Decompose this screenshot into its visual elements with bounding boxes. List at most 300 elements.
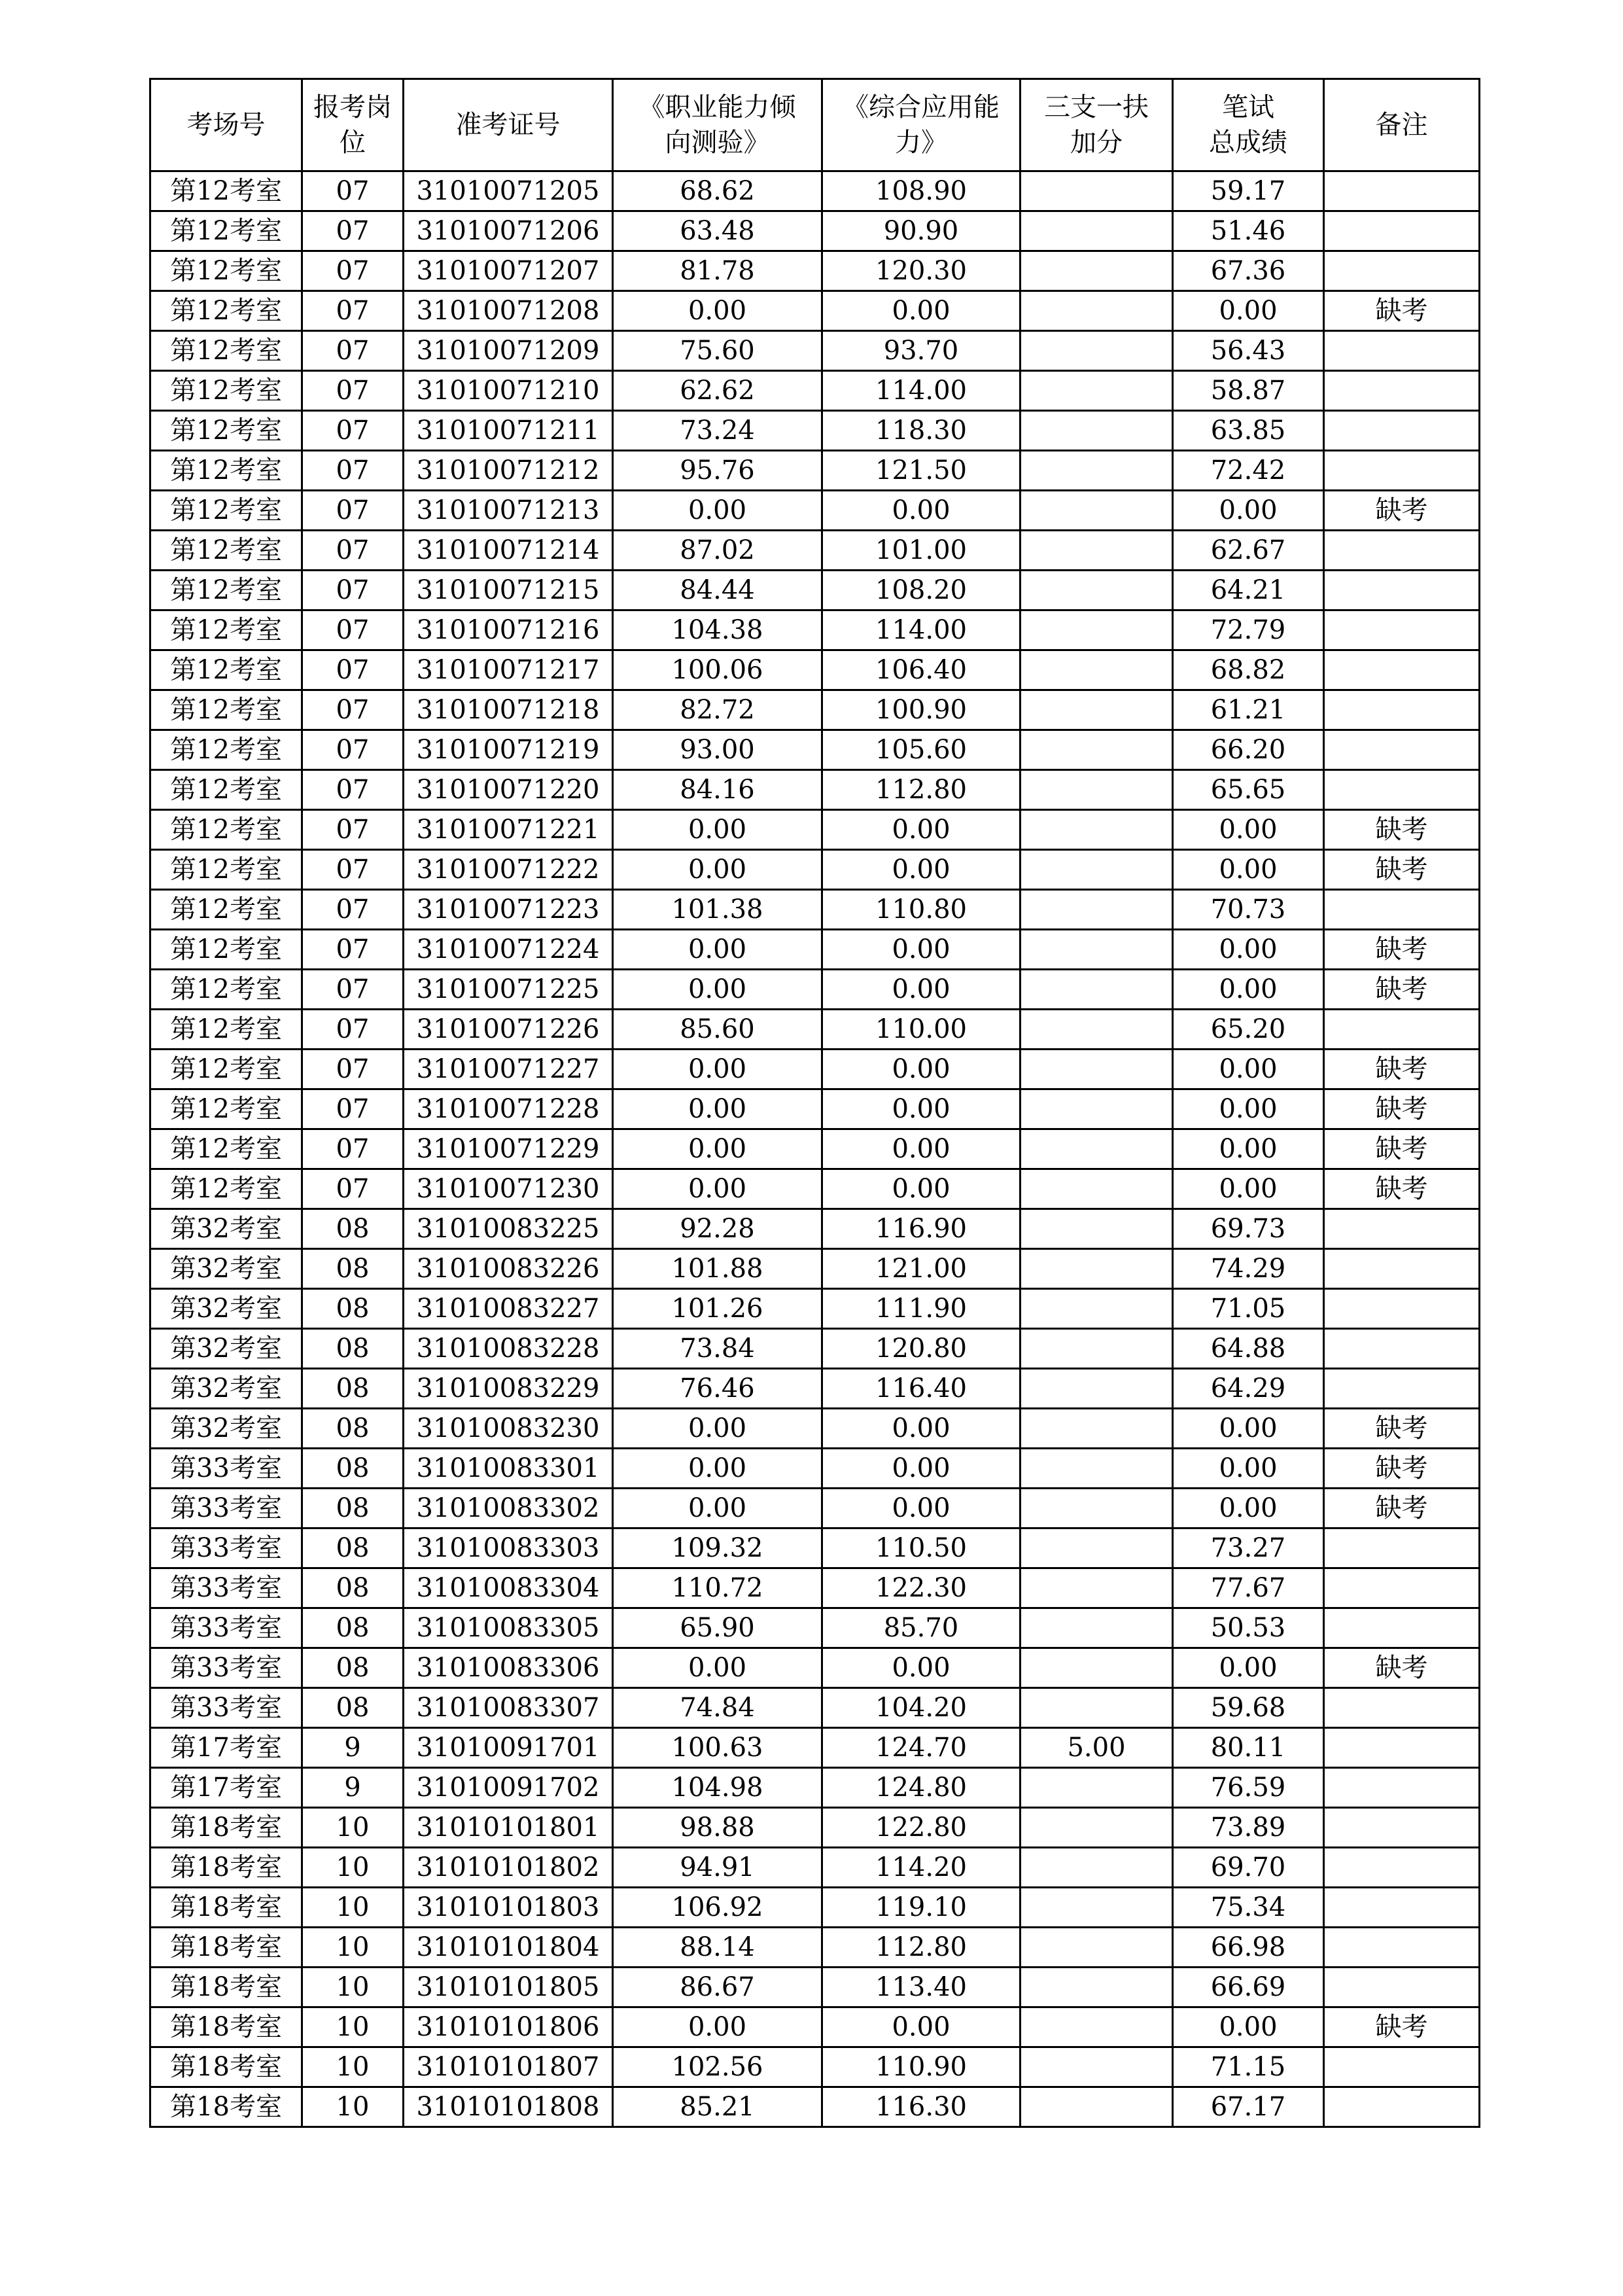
position-cell: 10 <box>302 1968 404 2007</box>
remark-cell <box>1324 411 1480 451</box>
position-cell: 07 <box>302 371 404 411</box>
table-row <box>150 850 1480 890</box>
position-cell: 10 <box>302 1848 404 1888</box>
aptitude-score-cell: 93.00 <box>613 730 822 770</box>
exam-room-cell: 第12考室 <box>150 850 302 890</box>
total-score-cell: 64.21 <box>1173 571 1324 610</box>
aptitude-score-cell: 109.32 <box>613 1528 822 1568</box>
exam-room-cell: 第33考室 <box>150 1688 302 1728</box>
table-row <box>150 1688 1480 1728</box>
position-cell: 07 <box>302 970 404 1010</box>
aptitude-score-cell: 0.00 <box>613 1409 822 1449</box>
bonus-cell <box>1021 810 1173 850</box>
aptitude-score-cell: 0.00 <box>613 1089 822 1129</box>
remark-cell: 缺考 <box>1324 970 1480 1010</box>
position-cell: 07 <box>302 1169 404 1209</box>
ticket-number-cell: 31010101803 <box>404 1888 613 1928</box>
ticket-number-cell: 31010101806 <box>404 2007 613 2047</box>
aptitude-score-cell: 0.00 <box>613 491 822 531</box>
bonus-cell <box>1021 211 1173 251</box>
total-score-cell: 73.89 <box>1173 1808 1324 1848</box>
header-position: 报考岗 位 <box>302 79 404 171</box>
position-cell: 08 <box>302 1249 404 1289</box>
remark-cell <box>1324 1568 1480 1608</box>
bonus-cell <box>1021 331 1173 371</box>
position-cell: 10 <box>302 2087 404 2127</box>
exam-room-cell: 第33考室 <box>150 1568 302 1608</box>
ticket-number-cell: 31010091702 <box>404 1768 613 1808</box>
total-score-cell: 61.21 <box>1173 690 1324 730</box>
remark-cell <box>1324 531 1480 571</box>
ticket-number-cell: 31010083229 <box>404 1369 613 1409</box>
exam-room-cell: 第18考室 <box>150 2087 302 2127</box>
remark-cell <box>1324 1010 1480 1050</box>
table-row <box>150 1209 1480 1249</box>
aptitude-score-cell: 74.84 <box>613 1688 822 1728</box>
position-cell: 07 <box>302 251 404 291</box>
exam-room-cell: 第33考室 <box>150 1449 302 1489</box>
total-score-cell: 71.15 <box>1173 2047 1324 2087</box>
remark-cell <box>1324 650 1480 690</box>
total-score-cell: 64.29 <box>1173 1369 1324 1409</box>
aptitude-score-cell: 106.92 <box>613 1888 822 1928</box>
ticket-number-cell: 31010101805 <box>404 1968 613 2007</box>
applied-score-cell: 120.80 <box>822 1329 1021 1369</box>
bonus-cell <box>1021 1568 1173 1608</box>
table-row <box>150 331 1480 371</box>
total-score-cell: 0.00 <box>1173 1648 1324 1688</box>
applied-score-cell: 0.00 <box>822 1129 1021 1169</box>
exam-room-cell: 第33考室 <box>150 1489 302 1528</box>
position-cell: 10 <box>302 1808 404 1848</box>
table-row <box>150 1249 1480 1289</box>
remark-cell <box>1324 1728 1480 1768</box>
exam-room-cell: 第12考室 <box>150 770 302 810</box>
position-cell: 08 <box>302 1608 404 1648</box>
position-cell: 10 <box>302 1928 404 1968</box>
table-row <box>150 2087 1480 2127</box>
table-row <box>150 770 1480 810</box>
total-score-cell: 0.00 <box>1173 291 1324 331</box>
total-score-cell: 65.20 <box>1173 1010 1324 1050</box>
remark-cell: 缺考 <box>1324 1169 1480 1209</box>
total-score-cell: 66.69 <box>1173 1968 1324 2007</box>
table-row <box>150 1089 1480 1129</box>
aptitude-score-cell: 81.78 <box>613 251 822 291</box>
table-row <box>150 1968 1480 2007</box>
ticket-number-cell: 31010083301 <box>404 1449 613 1489</box>
total-score-cell: 0.00 <box>1173 1449 1324 1489</box>
remark-cell <box>1324 2087 1480 2127</box>
bonus-cell <box>1021 1888 1173 1928</box>
total-score-cell: 72.42 <box>1173 451 1324 491</box>
remark-cell <box>1324 571 1480 610</box>
exam-room-cell: 第12考室 <box>150 371 302 411</box>
table-row <box>150 251 1480 291</box>
aptitude-score-cell: 101.26 <box>613 1289 822 1329</box>
remark-cell: 缺考 <box>1324 930 1480 970</box>
total-score-cell: 0.00 <box>1173 1089 1324 1129</box>
remark-cell <box>1324 211 1480 251</box>
remark-cell <box>1324 171 1480 211</box>
remark-cell <box>1324 770 1480 810</box>
remark-cell <box>1324 1848 1480 1888</box>
applied-score-cell: 85.70 <box>822 1608 1021 1648</box>
applied-score-cell: 0.00 <box>822 930 1021 970</box>
remark-cell <box>1324 1888 1480 1928</box>
position-cell: 07 <box>302 770 404 810</box>
bonus-cell <box>1021 2047 1173 2087</box>
table-row <box>150 1808 1480 1848</box>
position-cell: 08 <box>302 1489 404 1528</box>
exam-room-cell: 第12考室 <box>150 810 302 850</box>
applied-score-cell: 0.00 <box>822 1089 1021 1129</box>
bonus-cell <box>1021 1968 1173 2007</box>
aptitude-score-cell: 65.90 <box>613 1608 822 1648</box>
remark-cell <box>1324 1768 1480 1808</box>
applied-score-cell: 0.00 <box>822 1409 1021 1449</box>
exam-room-cell: 第12考室 <box>150 291 302 331</box>
applied-score-cell: 112.80 <box>822 770 1021 810</box>
bonus-cell <box>1021 1050 1173 1089</box>
position-cell: 07 <box>302 331 404 371</box>
position-cell: 08 <box>302 1289 404 1329</box>
table-row <box>150 1728 1480 1768</box>
applied-score-cell: 124.80 <box>822 1768 1021 1808</box>
applied-score-cell: 0.00 <box>822 1449 1021 1489</box>
position-cell: 07 <box>302 531 404 571</box>
exam-room-cell: 第32考室 <box>150 1409 302 1449</box>
applied-score-cell: 0.00 <box>822 1489 1021 1528</box>
bonus-cell <box>1021 2087 1173 2127</box>
remark-cell: 缺考 <box>1324 491 1480 531</box>
position-cell: 10 <box>302 2007 404 2047</box>
remark-cell <box>1324 1249 1480 1289</box>
applied-score-cell: 108.90 <box>822 171 1021 211</box>
position-cell: 07 <box>302 890 404 930</box>
total-score-cell: 68.82 <box>1173 650 1324 690</box>
position-cell: 07 <box>302 411 404 451</box>
table-row <box>150 1648 1480 1688</box>
ticket-number-cell: 31010071210 <box>404 371 613 411</box>
position-cell: 07 <box>302 930 404 970</box>
bonus-cell <box>1021 690 1173 730</box>
position-cell: 07 <box>302 690 404 730</box>
remark-cell: 缺考 <box>1324 1089 1480 1129</box>
exam-room-cell: 第12考室 <box>150 650 302 690</box>
aptitude-score-cell: 85.60 <box>613 1010 822 1050</box>
aptitude-score-cell: 94.91 <box>613 1848 822 1888</box>
ticket-number-cell: 31010071208 <box>404 291 613 331</box>
exam-room-cell: 第32考室 <box>150 1209 302 1249</box>
header-bonus-points: 三支一扶 加分 <box>1021 79 1173 171</box>
bonus-cell <box>1021 1768 1173 1808</box>
total-score-cell: 70.73 <box>1173 890 1324 930</box>
total-score-cell: 67.17 <box>1173 2087 1324 2127</box>
aptitude-score-cell: 0.00 <box>613 2007 822 2047</box>
remark-cell <box>1324 1688 1480 1728</box>
bonus-cell <box>1021 1089 1173 1129</box>
bonus-cell <box>1021 411 1173 451</box>
remark-cell <box>1324 1928 1480 1968</box>
position-cell: 07 <box>302 1089 404 1129</box>
bonus-cell <box>1021 1010 1173 1050</box>
table-row <box>150 2007 1480 2047</box>
exam-room-cell: 第18考室 <box>150 2047 302 2087</box>
table-row <box>150 571 1480 610</box>
ticket-number-cell: 31010083303 <box>404 1528 613 1568</box>
exam-room-cell: 第18考室 <box>150 1928 302 1968</box>
table-row <box>150 1409 1480 1449</box>
ticket-number-cell: 31010071221 <box>404 810 613 850</box>
table-row <box>150 1369 1480 1409</box>
ticket-number-cell: 31010071218 <box>404 690 613 730</box>
table-row <box>150 291 1480 331</box>
exam-room-cell: 第12考室 <box>150 730 302 770</box>
table-row <box>150 451 1480 491</box>
remark-cell: 缺考 <box>1324 2007 1480 2047</box>
position-cell: 10 <box>302 2047 404 2087</box>
exam-room-cell: 第18考室 <box>150 1848 302 1888</box>
position-cell: 08 <box>302 1568 404 1608</box>
ticket-number-cell: 31010071219 <box>404 730 613 770</box>
exam-room-cell: 第12考室 <box>150 690 302 730</box>
bonus-cell <box>1021 770 1173 810</box>
total-score-cell: 59.17 <box>1173 171 1324 211</box>
total-score-cell: 63.85 <box>1173 411 1324 451</box>
position-cell: 07 <box>302 850 404 890</box>
total-score-cell: 0.00 <box>1173 1409 1324 1449</box>
remark-cell: 缺考 <box>1324 1129 1480 1169</box>
aptitude-score-cell: 98.88 <box>613 1808 822 1848</box>
aptitude-score-cell: 75.60 <box>613 331 822 371</box>
table-row <box>150 610 1480 650</box>
position-cell: 07 <box>302 1050 404 1089</box>
bonus-cell <box>1021 1808 1173 1848</box>
remark-cell <box>1324 1329 1480 1369</box>
position-cell: 08 <box>302 1409 404 1449</box>
total-score-cell: 69.70 <box>1173 1848 1324 1888</box>
header-remarks: 备注 <box>1324 79 1480 171</box>
position-cell: 07 <box>302 211 404 251</box>
remark-cell <box>1324 690 1480 730</box>
exam-room-cell: 第12考室 <box>150 411 302 451</box>
bonus-cell <box>1021 491 1173 531</box>
aptitude-score-cell: 68.62 <box>613 171 822 211</box>
ticket-number-cell: 31010091701 <box>404 1728 613 1768</box>
applied-score-cell: 122.30 <box>822 1568 1021 1608</box>
ticket-number-cell: 31010071228 <box>404 1089 613 1129</box>
ticket-number-cell: 31010071205 <box>404 171 613 211</box>
exam-room-cell: 第32考室 <box>150 1249 302 1289</box>
applied-score-cell: 121.00 <box>822 1249 1021 1289</box>
applied-score-cell: 108.20 <box>822 571 1021 610</box>
exam-room-cell: 第33考室 <box>150 1528 302 1568</box>
ticket-number-cell: 31010071206 <box>404 211 613 251</box>
total-score-cell: 69.73 <box>1173 1209 1324 1249</box>
remark-cell <box>1324 331 1480 371</box>
bonus-cell <box>1021 930 1173 970</box>
table-row <box>150 1129 1480 1169</box>
applied-score-cell: 105.60 <box>822 730 1021 770</box>
position-cell: 07 <box>302 571 404 610</box>
bonus-cell <box>1021 730 1173 770</box>
applied-score-cell: 101.00 <box>822 531 1021 571</box>
total-score-cell: 75.34 <box>1173 1888 1324 1928</box>
applied-score-cell: 113.40 <box>822 1968 1021 2007</box>
aptitude-score-cell: 100.06 <box>613 650 822 690</box>
exam-room-cell: 第12考室 <box>150 571 302 610</box>
header-applied-ability: 《综合应用能 力》 <box>822 79 1021 171</box>
score-table-body <box>150 171 1480 2127</box>
applied-score-cell: 116.40 <box>822 1369 1021 1409</box>
aptitude-score-cell: 102.56 <box>613 2047 822 2087</box>
remark-cell <box>1324 1808 1480 1848</box>
table-row <box>150 1928 1480 1968</box>
aptitude-score-cell: 87.02 <box>613 531 822 571</box>
applied-score-cell: 106.40 <box>822 650 1021 690</box>
table-row <box>150 171 1480 211</box>
aptitude-score-cell: 0.00 <box>613 1050 822 1089</box>
remark-cell: 缺考 <box>1324 810 1480 850</box>
position-cell: 08 <box>302 1329 404 1369</box>
ticket-number-cell: 31010083228 <box>404 1329 613 1369</box>
exam-room-cell: 第12考室 <box>150 610 302 650</box>
exam-room-cell: 第18考室 <box>150 1968 302 2007</box>
header-aptitude-test: 《职业能力倾 向测验》 <box>613 79 822 171</box>
position-cell: 07 <box>302 451 404 491</box>
ticket-number-cell: 31010101807 <box>404 2047 613 2087</box>
exam-room-cell: 第32考室 <box>150 1289 302 1329</box>
ticket-number-cell: 31010071223 <box>404 890 613 930</box>
total-score-cell: 0.00 <box>1173 930 1324 970</box>
remark-cell: 缺考 <box>1324 850 1480 890</box>
remark-cell <box>1324 610 1480 650</box>
table-row <box>150 531 1480 571</box>
table-row <box>150 810 1480 850</box>
remark-cell: 缺考 <box>1324 1489 1480 1528</box>
exam-room-cell: 第32考室 <box>150 1369 302 1409</box>
remark-cell <box>1324 251 1480 291</box>
table-row <box>150 650 1480 690</box>
ticket-number-cell: 31010101801 <box>404 1808 613 1848</box>
remark-cell <box>1324 730 1480 770</box>
exam-room-cell: 第12考室 <box>150 171 302 211</box>
applied-score-cell: 120.30 <box>822 251 1021 291</box>
ticket-number-cell: 31010071226 <box>404 1010 613 1050</box>
total-score-cell: 66.20 <box>1173 730 1324 770</box>
bonus-cell <box>1021 1329 1173 1369</box>
applied-score-cell: 111.90 <box>822 1289 1021 1329</box>
bonus-cell <box>1021 1928 1173 1968</box>
position-cell: 08 <box>302 1449 404 1489</box>
applied-score-cell: 124.70 <box>822 1728 1021 1768</box>
ticket-number-cell: 31010071209 <box>404 331 613 371</box>
bonus-cell <box>1021 1528 1173 1568</box>
position-cell: 07 <box>302 1010 404 1050</box>
aptitude-score-cell: 76.46 <box>613 1369 822 1409</box>
aptitude-score-cell: 73.84 <box>613 1329 822 1369</box>
applied-score-cell: 0.00 <box>822 291 1021 331</box>
table-row <box>150 1568 1480 1608</box>
remark-cell: 缺考 <box>1324 1050 1480 1089</box>
bonus-cell <box>1021 970 1173 1010</box>
position-cell: 08 <box>302 1648 404 1688</box>
ticket-number-cell: 31010071224 <box>404 930 613 970</box>
table-row <box>150 1010 1480 1050</box>
total-score-cell: 71.05 <box>1173 1289 1324 1329</box>
bonus-cell <box>1021 571 1173 610</box>
ticket-number-cell: 31010101802 <box>404 1848 613 1888</box>
applied-score-cell: 0.00 <box>822 2007 1021 2047</box>
exam-room-cell: 第12考室 <box>150 1169 302 1209</box>
remark-cell <box>1324 1369 1480 1409</box>
aptitude-score-cell: 101.38 <box>613 890 822 930</box>
applied-score-cell: 0.00 <box>822 850 1021 890</box>
bonus-cell <box>1021 1409 1173 1449</box>
aptitude-score-cell: 0.00 <box>613 810 822 850</box>
ticket-number-cell: 31010071220 <box>404 770 613 810</box>
position-cell: 08 <box>302 1528 404 1568</box>
total-score-cell: 62.67 <box>1173 531 1324 571</box>
position-cell: 07 <box>302 730 404 770</box>
applied-score-cell: 110.80 <box>822 890 1021 930</box>
exam-room-cell: 第18考室 <box>150 1888 302 1928</box>
applied-score-cell: 110.50 <box>822 1528 1021 1568</box>
aptitude-score-cell: 82.72 <box>613 690 822 730</box>
ticket-number-cell: 31010083302 <box>404 1489 613 1528</box>
ticket-number-cell: 31010101804 <box>404 1928 613 1968</box>
ticket-number-cell: 31010071227 <box>404 1050 613 1089</box>
ticket-number-cell: 31010071213 <box>404 491 613 531</box>
aptitude-score-cell: 62.62 <box>613 371 822 411</box>
exam-room-cell: 第12考室 <box>150 930 302 970</box>
applied-score-cell: 116.90 <box>822 1209 1021 1249</box>
total-score-cell: 0.00 <box>1173 1050 1324 1089</box>
bonus-cell <box>1021 1688 1173 1728</box>
table-row <box>150 491 1480 531</box>
ticket-number-cell: 31010083227 <box>404 1289 613 1329</box>
total-score-cell: 58.87 <box>1173 371 1324 411</box>
ticket-number-cell: 31010083304 <box>404 1568 613 1608</box>
ticket-number-cell: 31010083305 <box>404 1608 613 1648</box>
bonus-cell: 5.00 <box>1021 1728 1173 1768</box>
remark-cell: 缺考 <box>1324 291 1480 331</box>
exam-room-cell: 第12考室 <box>150 331 302 371</box>
table-row <box>150 970 1480 1010</box>
aptitude-score-cell: 95.76 <box>613 451 822 491</box>
aptitude-score-cell: 0.00 <box>613 970 822 1010</box>
bonus-cell <box>1021 1289 1173 1329</box>
bonus-cell <box>1021 291 1173 331</box>
table-row <box>150 2047 1480 2087</box>
position-cell: 08 <box>302 1209 404 1249</box>
position-cell: 9 <box>302 1728 404 1768</box>
bonus-cell <box>1021 2007 1173 2047</box>
total-score-cell: 0.00 <box>1173 970 1324 1010</box>
exam-room-cell: 第18考室 <box>150 2007 302 2047</box>
remark-cell <box>1324 451 1480 491</box>
position-cell: 07 <box>302 650 404 690</box>
applied-score-cell: 122.80 <box>822 1808 1021 1848</box>
remark-cell <box>1324 1289 1480 1329</box>
exam-room-cell: 第12考室 <box>150 491 302 531</box>
total-score-cell: 0.00 <box>1173 810 1324 850</box>
bonus-cell <box>1021 1608 1173 1648</box>
aptitude-score-cell: 0.00 <box>613 930 822 970</box>
bonus-cell <box>1021 1169 1173 1209</box>
ticket-number-cell: 31010071214 <box>404 531 613 571</box>
